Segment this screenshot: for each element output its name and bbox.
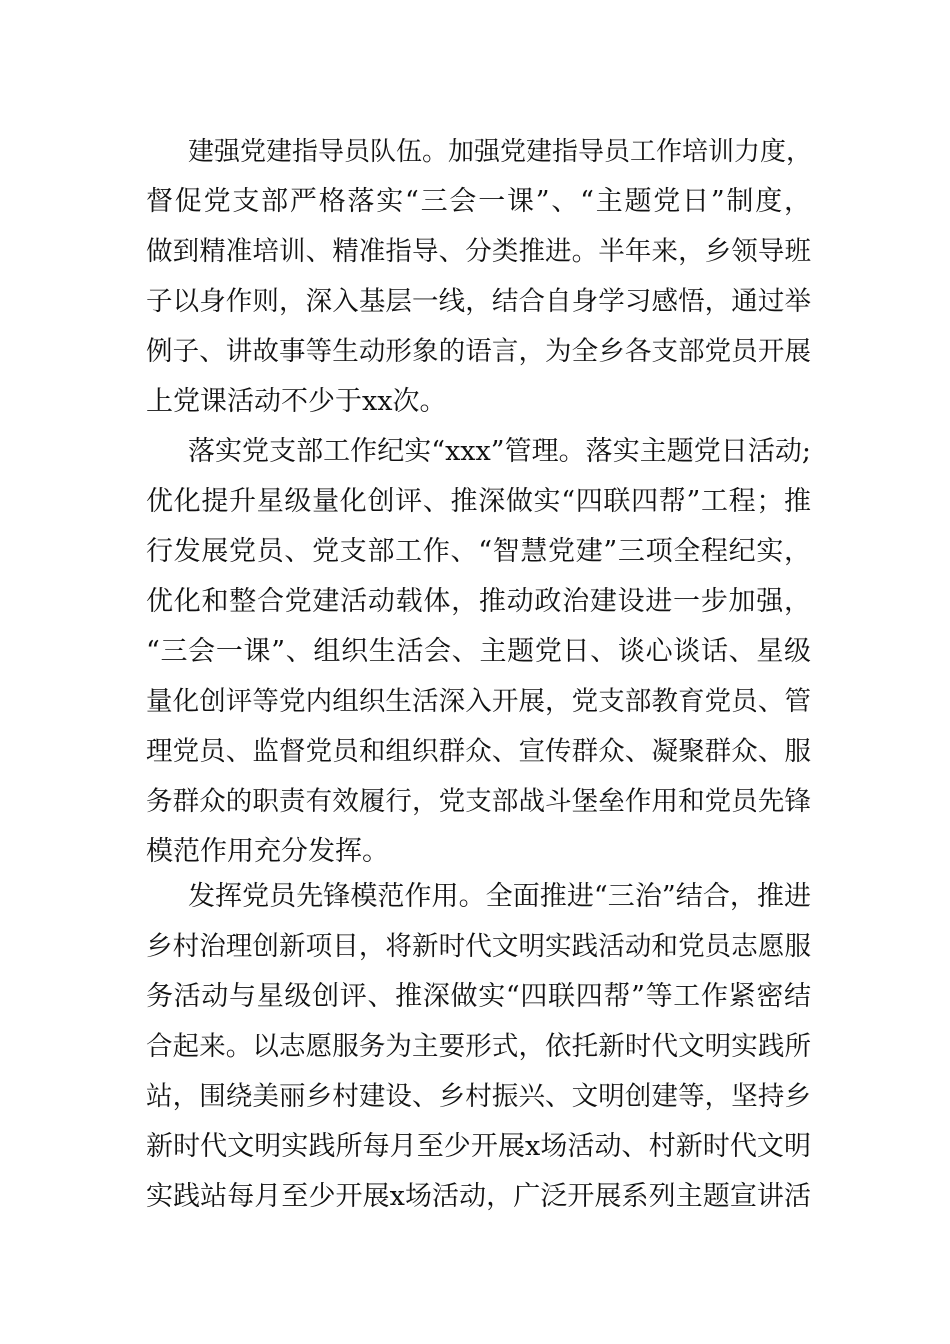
paragraph-3-line-3: 务活动与星级创评、推深做实“四联四帮”等工作紧密结 <box>146 981 811 1012</box>
paragraph-2-line-4: 优化和整合党建活动载体，推动政治建设进一步加强， <box>146 586 811 617</box>
paragraph-1-line-3: 做到精准培训、精准指导、分类推进。半年来，乡领导班 <box>146 236 811 267</box>
paragraph-3-line-7: 实践站每月至少开展x场活动，广泛开展系列主题宣讲活 <box>146 1181 811 1212</box>
paragraph-1-line-2: 督促党支部严格落实“三会一课”、“主题党日”制度， <box>146 186 811 217</box>
paragraph-2-line-3: 行发展党员、党支部工作、“智慧党建”三项全程纪实， <box>146 536 811 567</box>
paragraph-1-line-6: 上党课活动不少于xx次。 <box>146 386 447 417</box>
paragraph-2-line-5: “三会一课”、组织生活会、主题党日、谈心谈话、星级 <box>146 636 811 667</box>
paragraph-1-line-4: 子以身作则，深入基层一线，结合自身学习感悟，通过举 <box>146 286 811 317</box>
paragraph-3-line-6: 新时代文明实践所每月至少开展x场活动、村新时代文明 <box>146 1131 811 1162</box>
paragraph-1-line-1: 建强党建指导员队伍。加强党建指导员工作培训力度， <box>188 137 813 167</box>
paragraph-3-line-1: 发挥党员先锋模范作用。全面推进“三治”结合，推进 <box>188 881 811 912</box>
paragraph-2-line-7: 理党员、监督党员和组织群众、宣传群众、凝聚群众、服 <box>146 736 811 767</box>
paragraph-1-line-5: 例子、讲故事等生动形象的语言，为全乡各支部党员开展 <box>146 336 811 367</box>
paragraph-2-line-6: 量化创评等党内组织生活深入开展，党支部教育党员、管 <box>146 686 811 717</box>
paragraph-3-line-4: 合起来。以志愿服务为主要形式，依托新时代文明实践所 <box>146 1031 811 1062</box>
paragraph-2-line-2: 优化提升星级量化创评、推深做实“四联四帮”工程；推 <box>146 486 811 517</box>
paragraph-2-line-1: 落实党支部工作纪实“xxx”管理。落实主题党日活动; <box>188 436 811 467</box>
paragraph-2-line-8: 务群众的职责有效履行，党支部战斗堡垒作用和党员先锋 <box>146 786 811 817</box>
paragraph-2-line-9: 模范作用充分发挥。 <box>146 836 389 867</box>
paragraph-3-line-2: 乡村治理创新项目，将新时代文明实践活动和党员志愿服 <box>146 931 811 962</box>
paragraph-3-line-5: 站，围绕美丽乡村建设、乡村振兴、文明创建等，坚持乡 <box>146 1081 811 1112</box>
